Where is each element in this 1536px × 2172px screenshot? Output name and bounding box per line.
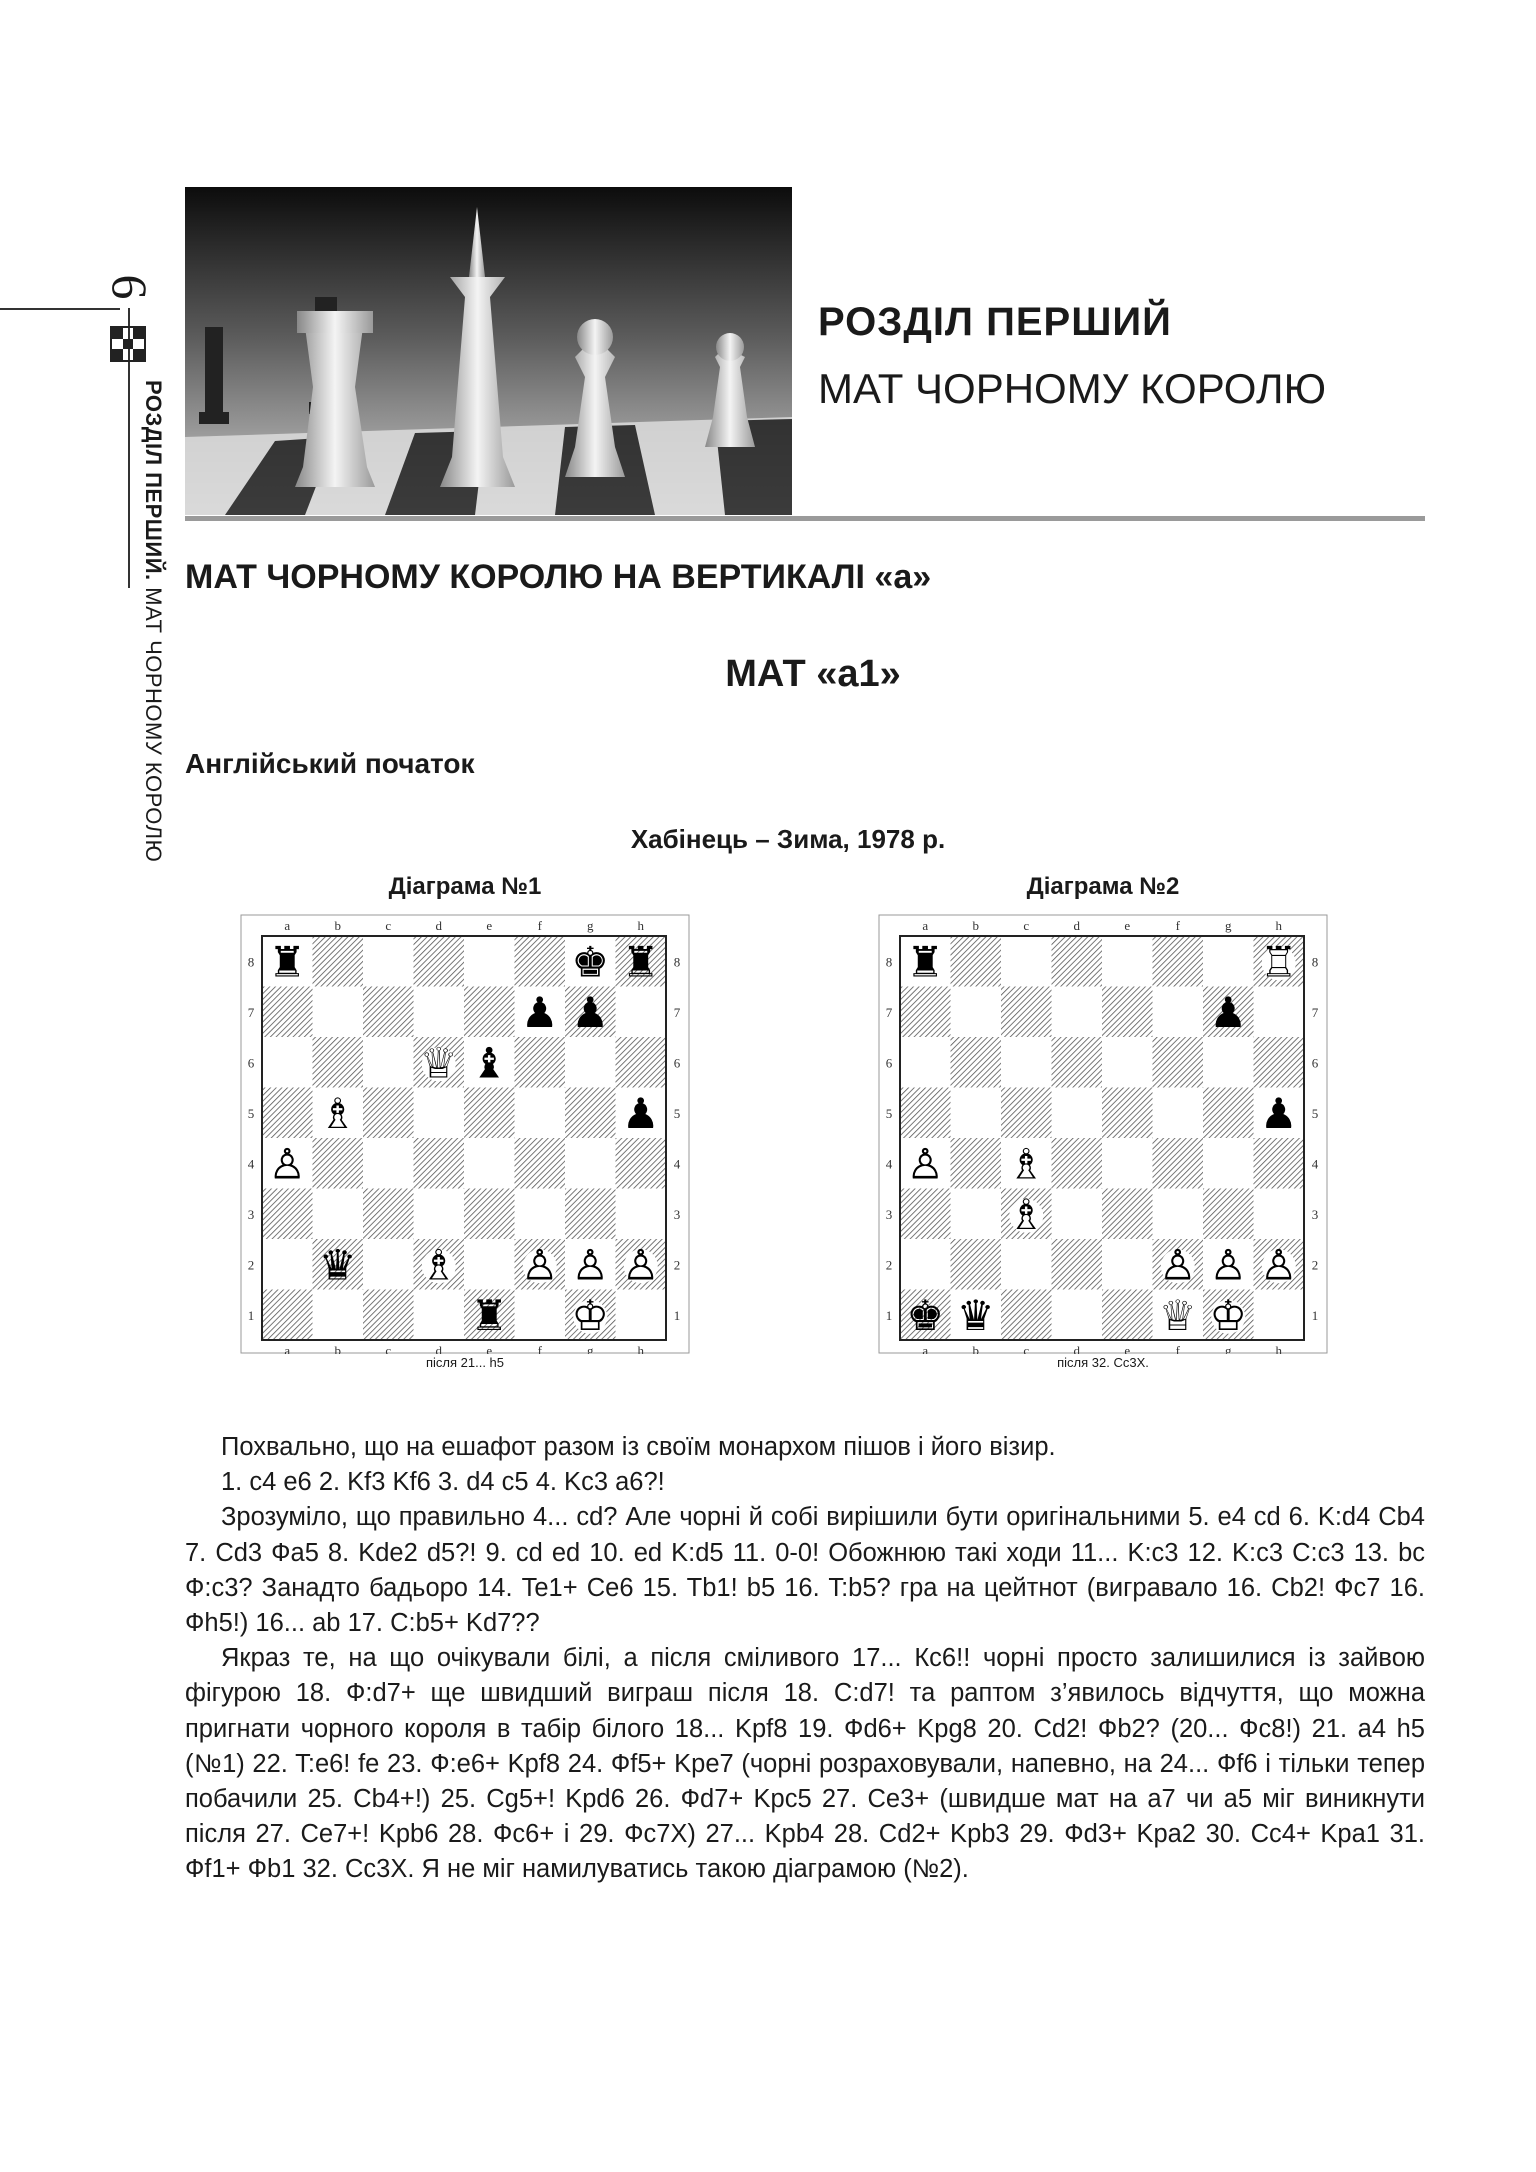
file-label: d [435, 918, 442, 933]
board-square [262, 1088, 313, 1139]
file-label: f [537, 1343, 542, 1354]
rank-label: 7 [247, 1004, 255, 1020]
chapter-title: МАТ ЧОРНОМУ КОРОЛЮ [818, 365, 1326, 412]
chess-piece-b2: ♛ [318, 1240, 357, 1290]
chess-piece-h5: ♟ [621, 1088, 660, 1138]
board-square [951, 987, 1002, 1038]
board-square [1254, 1189, 1305, 1240]
rank-label: 2 [1311, 1257, 1319, 1273]
rank-label: 8 [1311, 954, 1319, 970]
rank-label: 2 [885, 1257, 893, 1273]
board-square [565, 1138, 616, 1189]
board-square [900, 1189, 951, 1240]
board-square [1052, 987, 1103, 1038]
chess-piece-g1: ♔ [1209, 1290, 1248, 1340]
board-square [951, 1239, 1002, 1290]
board-square [1052, 1138, 1103, 1189]
paragraph: Якраз те, на що очікували білі, а після сміливого 17... Кс6!! чорні просто залишилися із зайвою фігурою 18. Ф:d7+ ще швидший виграш після 18. C:d7! та раптом з’явилось відчуття, що можна пригнати чорного короля в табір білого 18... Kpf8 19. Фd6+ Kpg8 20. Cd2! Фb2? (20... Фc8!) 21. a4 h5 (№1) 22. T:e6! fe 23. Ф:e6+ Kpf8 24. Фf5+ Kpe7 (чорні розраховували, напевно, на 24... Фf6 і тільки тепер побачили 25. Cb4+!) 25. Cg5+! Kpd6 26. Фd7+ Kpc5 27. Ce3+ (швидше мат на a7 чи a5 міг виникнути після 27. Ce7+! Kpb6 28. Фc6+ і 29. Фc7Х) 27... Kpb4 28. Cd2+ Kpb3 29. Фd3+ Kpa2 30. Cc4+ Kpa1 31. Фf1+ Фb1 32. Cc3X. Я не міг намилуватись такою діаграмою (№2). [185, 1644, 1425, 1884]
rank-label: 6 [885, 1055, 893, 1071]
chess-pieces-photo [185, 187, 792, 515]
rank-label: 5 [673, 1105, 681, 1121]
board-square [1203, 1189, 1254, 1240]
board-square [1052, 936, 1103, 987]
file-label: g [587, 1343, 594, 1354]
board-square [313, 1189, 364, 1240]
board-square [1052, 1189, 1103, 1240]
board-square [515, 936, 566, 987]
board-square [900, 1037, 951, 1088]
rank-label: 4 [247, 1156, 255, 1172]
running-head-bold: РОЗДІЛ ПЕРШИЙ. [141, 380, 166, 581]
rank-label: 4 [1311, 1156, 1319, 1172]
board-square [414, 1088, 465, 1139]
board-square [464, 987, 515, 1038]
rank-label: 3 [885, 1206, 893, 1222]
board-square [464, 1088, 515, 1139]
chess-piece-f7: ♟ [520, 987, 559, 1037]
chess-piece-g2: ♙ [1209, 1240, 1248, 1290]
chess-diagram-1 [240, 914, 690, 1354]
chess-piece-e6: ♝ [470, 1038, 509, 1088]
file-label: b [972, 1343, 979, 1354]
file-label: b [334, 1343, 341, 1354]
board-square [900, 1088, 951, 1139]
paragraph: Похвально, що на ешафот разом із своїм монархом пішов і його візир. [221, 1433, 1056, 1461]
rank-label: 8 [247, 954, 255, 970]
board-square [262, 1239, 313, 1290]
board-square [1203, 1088, 1254, 1139]
board-square [1254, 987, 1305, 1038]
board-square [565, 1037, 616, 1088]
chess-piece-g7: ♟ [1209, 987, 1248, 1037]
board-square [1102, 1290, 1153, 1341]
board-square [363, 1239, 414, 1290]
board-square [464, 1138, 515, 1189]
file-label: e [1124, 1343, 1131, 1354]
chess-piece-a1: ♚ [906, 1290, 945, 1340]
file-label: c [385, 918, 392, 933]
rank-label: 4 [673, 1156, 681, 1172]
board-square [363, 1138, 414, 1189]
chess-piece-h2: ♙ [621, 1240, 660, 1290]
file-label: a [284, 1343, 291, 1354]
board-square [1001, 936, 1052, 987]
margin-rule [0, 308, 120, 310]
board-square [951, 1037, 1002, 1088]
file-label: g [1225, 1343, 1232, 1354]
file-label: d [435, 1343, 442, 1354]
board-square [1153, 987, 1204, 1038]
board-square [1052, 1088, 1103, 1139]
file-label: c [1023, 918, 1030, 933]
rank-label: 1 [1311, 1307, 1319, 1323]
chess-piece-g8: ♚ [571, 937, 610, 987]
rank-label: 2 [673, 1257, 681, 1273]
diagram-1-after-move: після 21... h5 [425, 1355, 505, 1370]
chess-piece-f2: ♙ [520, 1240, 559, 1290]
board-square [616, 1138, 667, 1189]
chess-piece-h8: ♜ [621, 937, 660, 987]
paragraph: Зрозуміло, що правильно 4... cd? Але чорні й собі вирішили бути оригінальними 5. e4 cd 6. K:d4 Cb4 7. Cd3 Фа5 8. Kde2 d5?! 9. cd ed 10. ed K:d5 11. 0-0! Обожнюю такі ходи 11... K:c3 12. K:c3 C:c3 13. bc Ф:c3? Занадто бадьоро 14. Te1+ Ce6 15. Tb1! b5 16. T:b5? гра на цейтнот (вигравало 16. Cb2! Фc7 16. Фh5!) 16... ab 17. C:b5+ Kd7?? [185, 1503, 1425, 1638]
board-square [414, 1138, 465, 1189]
rank-label: 3 [673, 1206, 681, 1222]
board-square [363, 1037, 414, 1088]
rank-label: 1 [247, 1307, 255, 1323]
rank-label: 2 [247, 1257, 255, 1273]
board-square [1153, 1189, 1204, 1240]
rank-label: 6 [673, 1055, 681, 1071]
board-square [313, 1138, 364, 1189]
chess-piece-a4: ♙ [906, 1139, 945, 1189]
board-square [1001, 1037, 1052, 1088]
board-square [262, 1037, 313, 1088]
board-square [313, 1290, 364, 1341]
board-square [1102, 1088, 1153, 1139]
chess-piece-f2: ♙ [1158, 1240, 1197, 1290]
chess-piece-b1: ♛ [956, 1290, 995, 1340]
file-label: e [1124, 918, 1131, 933]
rank-label: 5 [885, 1105, 893, 1121]
file-label: f [537, 918, 542, 933]
paragraph: 1. c4 e6 2. Kf3 Kf6 3. d4 c5 4. Kc3 a6?! [221, 1468, 665, 1497]
board-square [414, 1290, 465, 1341]
board-square [1254, 1290, 1305, 1341]
page-number: 6 [102, 274, 158, 300]
rank-label: 6 [247, 1055, 255, 1071]
game-title: Хабінець – Зима, 1978 р. [630, 824, 946, 854]
board-square [1001, 987, 1052, 1038]
rank-label: 7 [1311, 1004, 1319, 1020]
file-label: h [1275, 1343, 1282, 1354]
board-square [1102, 1239, 1153, 1290]
board-square [1102, 936, 1153, 987]
file-label: d [1073, 1343, 1080, 1354]
board-square [951, 1189, 1002, 1240]
chess-piece-e1: ♜ [470, 1290, 509, 1340]
file-label: h [1275, 918, 1282, 933]
file-label: a [284, 918, 291, 933]
file-label: a [922, 918, 929, 933]
board-square [616, 1290, 667, 1341]
board-square [313, 987, 364, 1038]
board-square [951, 1088, 1002, 1139]
board-square [1203, 936, 1254, 987]
diagram-2-after-move: після 32. Сс3Х. [1057, 1355, 1149, 1370]
board-square [900, 987, 951, 1038]
rank-label: 3 [247, 1206, 255, 1222]
file-label: g [587, 918, 594, 933]
rank-label: 1 [885, 1307, 893, 1323]
chess-piece-a8: ♜ [906, 937, 945, 987]
board-square [1254, 1138, 1305, 1189]
board-square [262, 987, 313, 1038]
board-square [262, 1189, 313, 1240]
chess-piece-f1: ♕ [1158, 1290, 1197, 1340]
board-square [616, 1189, 667, 1240]
board-square [1102, 1037, 1153, 1088]
board-square [363, 1189, 414, 1240]
board-square [1203, 1037, 1254, 1088]
board-square [565, 1189, 616, 1240]
chess-piece-a4: ♙ [268, 1139, 307, 1189]
board-square [515, 1037, 566, 1088]
board-square [464, 936, 515, 987]
board-square [1102, 987, 1153, 1038]
rank-label: 5 [247, 1105, 255, 1121]
rank-label: 1 [673, 1307, 681, 1323]
header-rule [185, 516, 1425, 521]
board-square [515, 1138, 566, 1189]
board-square [464, 1189, 515, 1240]
diagram-2-caption: Діаграма №2 [1026, 873, 1180, 900]
file-label: h [637, 1343, 644, 1354]
checkerboard-icon [110, 326, 146, 362]
diagram-1-caption: Діаграма №1 [388, 873, 542, 900]
board-square [1153, 1138, 1204, 1189]
board-square [616, 987, 667, 1038]
running-head [140, 380, 166, 862]
file-label: b [972, 918, 979, 933]
board-square [1102, 1189, 1153, 1240]
chess-piece-d2: ♗ [419, 1240, 458, 1290]
board-square [1153, 936, 1204, 987]
opening-name: Англійський початок [185, 748, 475, 779]
board-square [414, 987, 465, 1038]
file-label: a [922, 1343, 929, 1354]
board-square [313, 1037, 364, 1088]
file-label: f [1175, 918, 1180, 933]
board-square [464, 1239, 515, 1290]
rank-label: 3 [1311, 1206, 1319, 1222]
file-label: g [1225, 918, 1232, 933]
rank-label: 4 [885, 1156, 893, 1172]
board-square [1052, 1037, 1103, 1088]
board-square [951, 1138, 1002, 1189]
board-square [1153, 1037, 1204, 1088]
board-square [515, 1088, 566, 1139]
board-square [414, 1189, 465, 1240]
board-square [363, 936, 414, 987]
board-square [313, 936, 364, 987]
board-square [1254, 1037, 1305, 1088]
rank-label: 7 [673, 1004, 681, 1020]
rank-label: 7 [885, 1004, 893, 1020]
file-label: c [385, 1343, 392, 1354]
board-square [1052, 1290, 1103, 1341]
file-label: b [334, 918, 341, 933]
board-square [515, 1189, 566, 1240]
board-square [363, 987, 414, 1038]
rank-label: 8 [885, 954, 893, 970]
chess-piece-h8: ♖ [1259, 937, 1298, 987]
rank-label: 5 [1311, 1105, 1319, 1121]
board-square [1153, 1088, 1204, 1139]
board-square [951, 936, 1002, 987]
chess-board-1 [240, 914, 690, 1354]
board-square [262, 1290, 313, 1341]
board-square [1001, 1088, 1052, 1139]
chess-piece-g2: ♙ [571, 1240, 610, 1290]
file-label: e [486, 1343, 493, 1354]
board-square [616, 1037, 667, 1088]
chess-piece-c4: ♗ [1007, 1139, 1046, 1189]
chess-board-2 [878, 914, 1328, 1354]
board-square [1001, 1290, 1052, 1341]
chess-piece-h2: ♙ [1259, 1240, 1298, 1290]
file-label: f [1175, 1343, 1180, 1354]
chess-piece-g1: ♔ [571, 1290, 610, 1340]
chess-piece-a8: ♜ [268, 937, 307, 987]
board-square [363, 1088, 414, 1139]
board-square [414, 936, 465, 987]
chapter-kicker: РОЗДІЛ ПЕРШИЙ [818, 300, 1172, 344]
board-square [1102, 1138, 1153, 1189]
chess-piece-h5: ♟ [1259, 1088, 1298, 1138]
rank-label: 6 [1311, 1055, 1319, 1071]
board-square [565, 1088, 616, 1139]
chess-piece-c3: ♗ [1007, 1189, 1046, 1239]
board-square [1203, 1138, 1254, 1189]
chess-piece-d6: ♕ [419, 1038, 458, 1088]
chess-diagram-2 [878, 914, 1328, 1354]
section-heading: МАТ ЧОРНОМУ КОРОЛЮ НА ВЕРТИКАЛІ «а» [185, 558, 932, 596]
chess-piece-g7: ♟ [571, 987, 610, 1037]
rank-label: 8 [673, 954, 681, 970]
board-square [515, 1290, 566, 1341]
file-label: e [486, 918, 493, 933]
board-square [900, 1239, 951, 1290]
running-head-rest: МАТ ЧОРНОМУ КОРОЛЮ [141, 580, 166, 863]
chess-piece-b5: ♗ [318, 1088, 357, 1138]
file-label: c [1023, 1343, 1030, 1354]
board-square [363, 1290, 414, 1341]
body-text [185, 1430, 1425, 1888]
board-square [1001, 1239, 1052, 1290]
sub-heading: МАТ «а1» [725, 653, 901, 695]
board-square [1052, 1239, 1103, 1290]
file-label: h [637, 918, 644, 933]
file-label: d [1073, 918, 1080, 933]
